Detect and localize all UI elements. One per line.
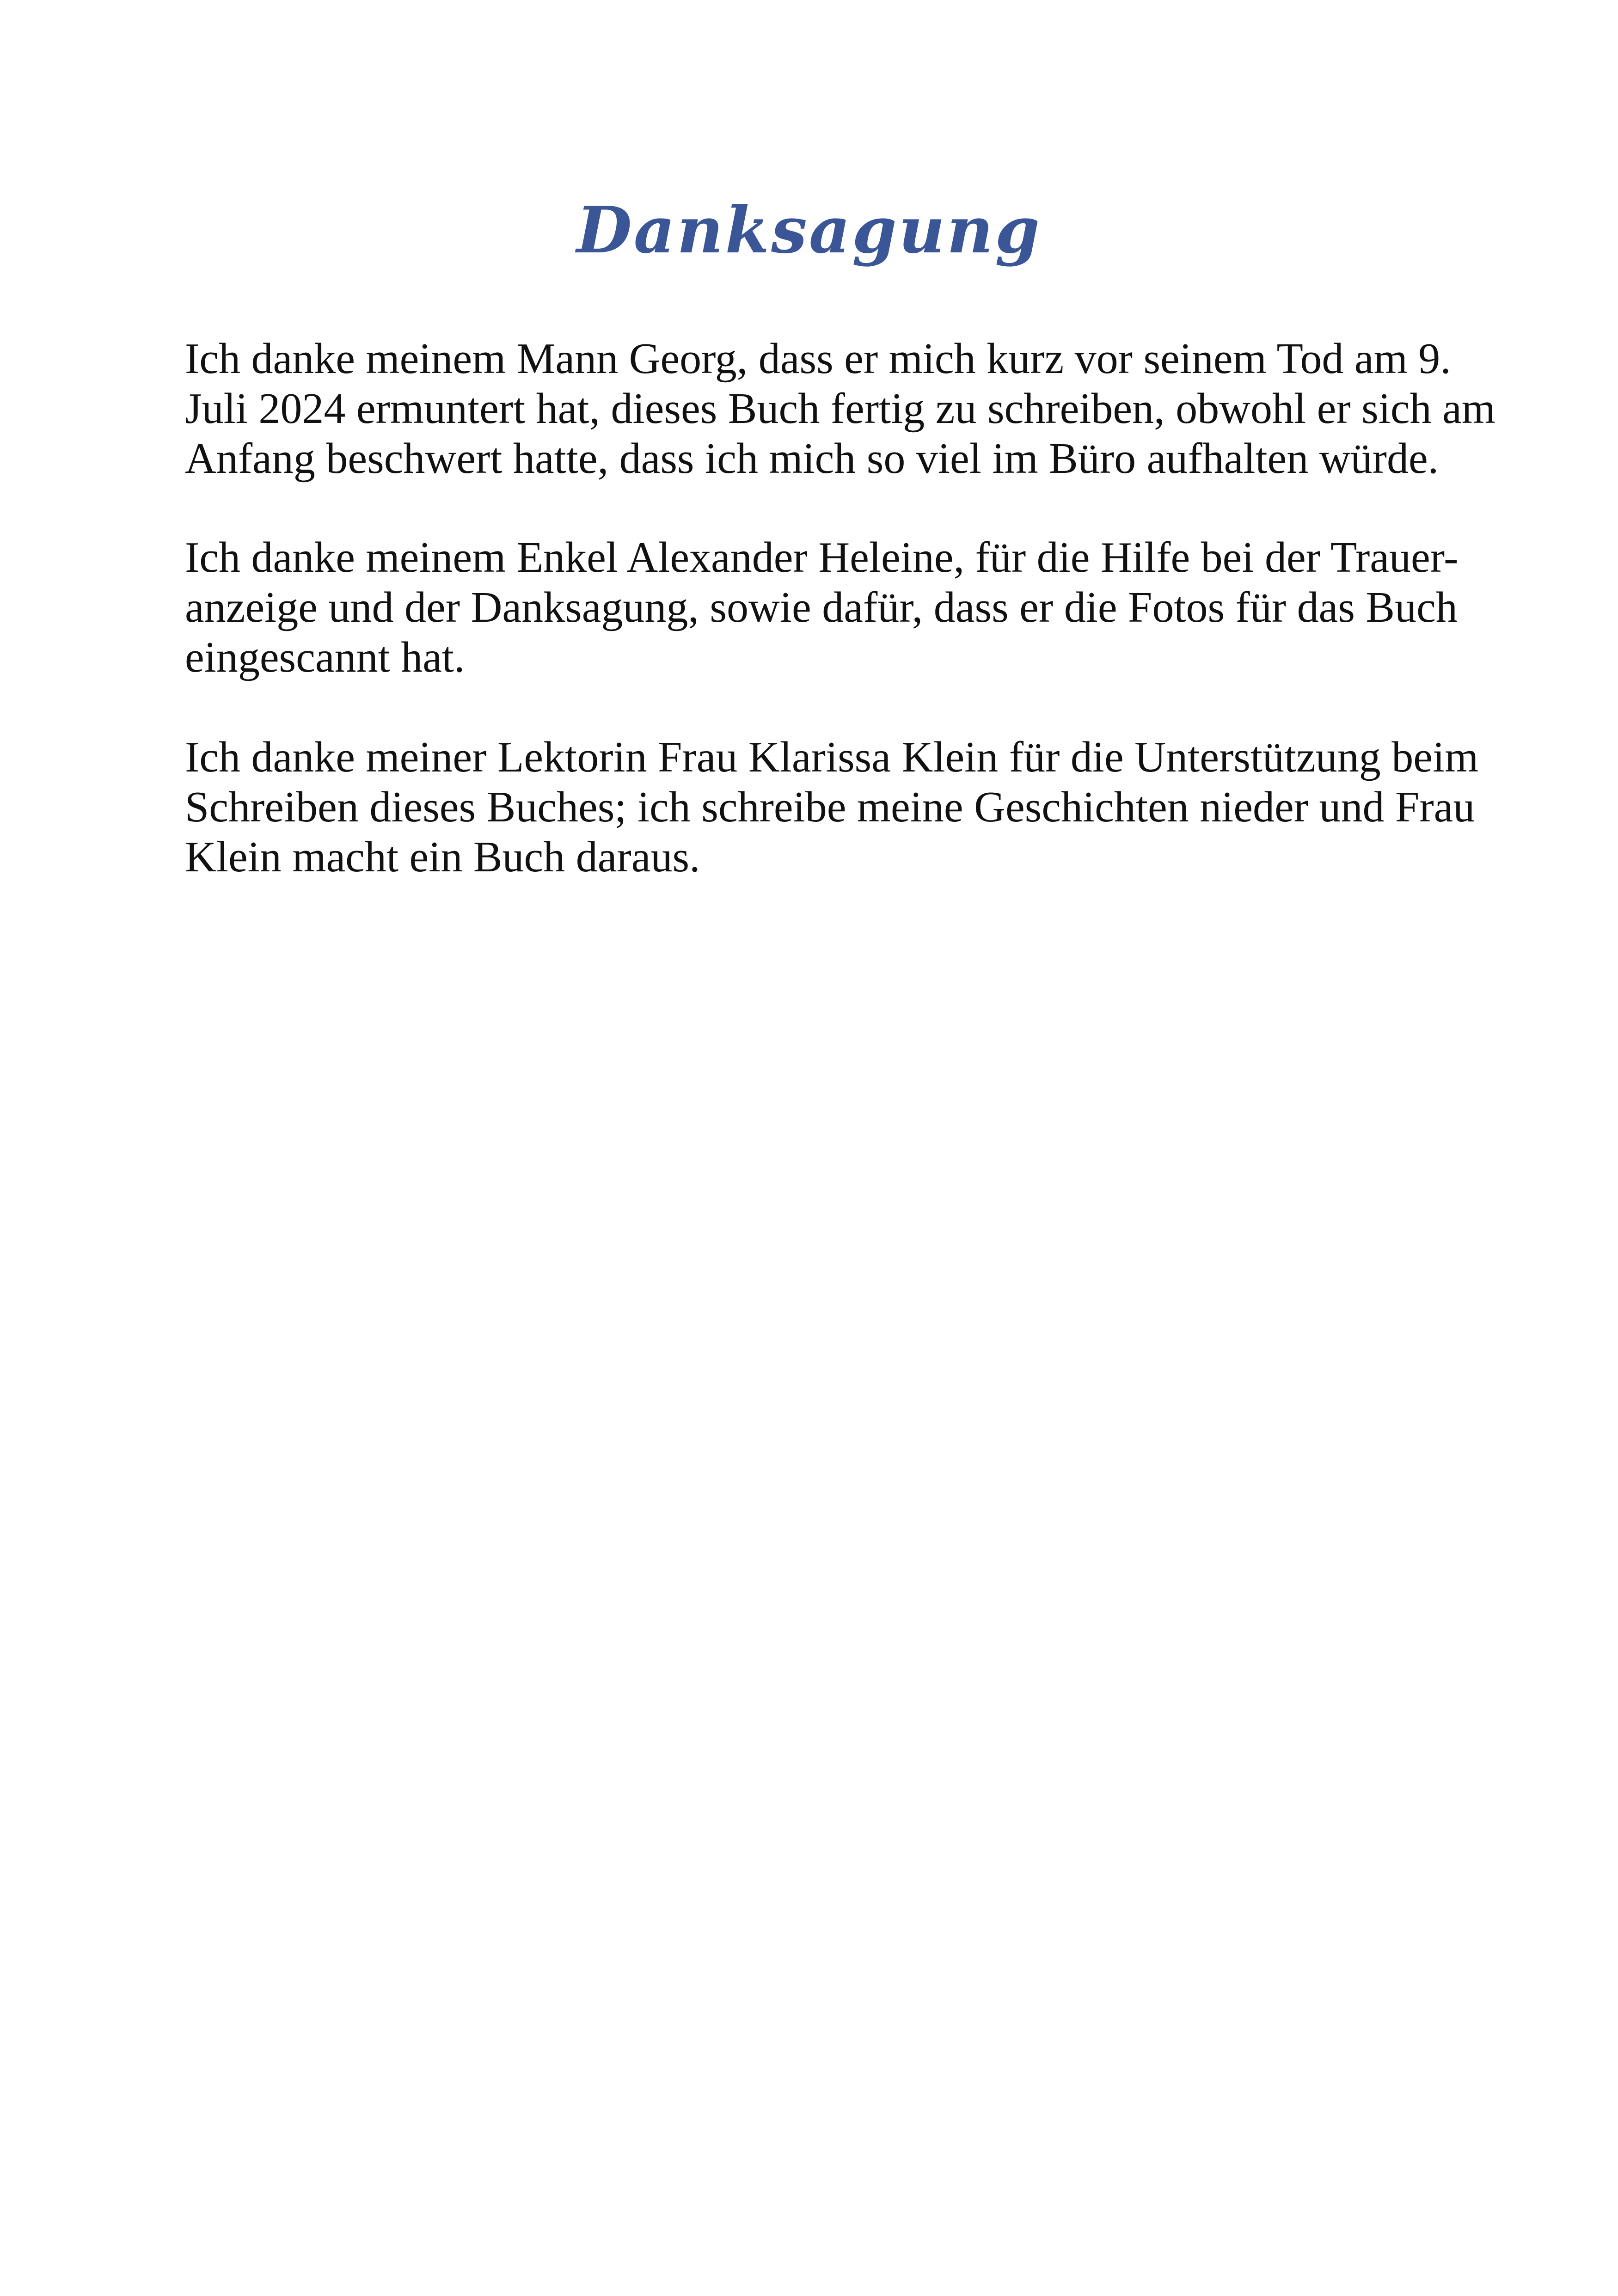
paragraph-line: Anfang beschwert hatte, dass ich mich so viel im Büro aufhalten würde.	[185, 435, 1439, 483]
paragraph-line: Ich danke meinem Mann Georg, dass er mich kurz vor seinem Tod am 9.	[185, 335, 1451, 383]
paragraph-1	[185, 334, 1495, 484]
paragraph-3	[185, 732, 1479, 882]
paragraph-line: Juli 2024 ermuntert hat, dieses Buch fertig zu schreiben, obwohl er sich am	[185, 385, 1495, 433]
paragraph-line: Ich danke meiner Lektorin Frau Klarissa Klein für die Unterstützung beim	[185, 733, 1479, 781]
paragraph-line: Klein macht ein Buch daraus.	[185, 833, 700, 881]
paragraph-line: anzeige und der Danksagung, sowie dafür, dass er die Fotos für das Buch	[185, 583, 1458, 631]
paragraph-2	[185, 533, 1461, 682]
page-title: Danksagung	[576, 192, 1042, 268]
paragraph-line: Schreiben dieses Buches; ich schreibe meine Geschichten nieder und Frau	[185, 783, 1475, 831]
paragraph-line: eingescannt hat.	[185, 633, 465, 681]
paragraph-line: Ich danke meinem Enkel Alexander Heleine, für die Hilfe bei der Trauer-	[185, 533, 1459, 582]
